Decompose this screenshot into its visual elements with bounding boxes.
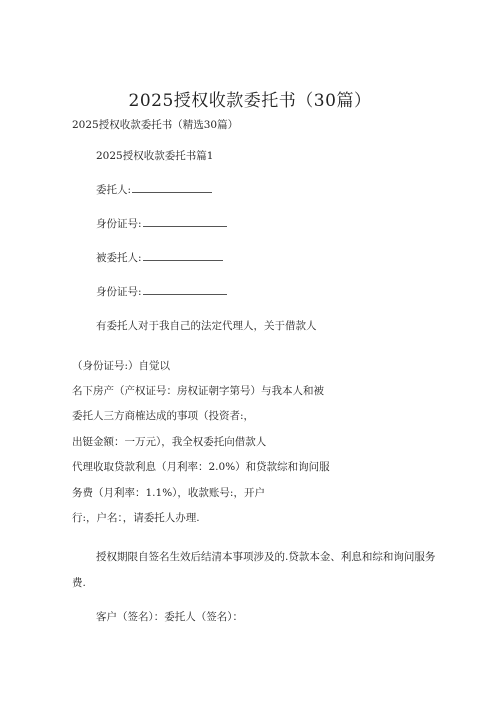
principal-field	[96, 182, 212, 197]
term-line-continued: 费.	[72, 577, 86, 589]
body-line: 代理收取贷款利息（月利率：2.0%）和贷款综和询问服	[72, 461, 330, 473]
principal-blank	[132, 182, 212, 193]
agent-field	[96, 250, 223, 265]
principal-label: 委托人:	[96, 184, 132, 196]
body-line: 行:，户名：，请委托人办理.	[72, 512, 200, 524]
signature-line: 客户（签名）：委托人（签名）：	[96, 611, 243, 623]
body-line: 有委托人对于我自己的法定代理人，关于借款人	[96, 320, 317, 332]
page-title: 2025授权收款委托书（30篇）	[128, 91, 372, 111]
body-line: 务费（月利率：1.1%），收款账号:，开户	[72, 487, 265, 499]
principal-id-blank	[143, 216, 227, 227]
document-subtitle: 2025授权收款委托书（精选30篇）	[72, 119, 239, 131]
agent-blank	[143, 250, 223, 261]
body-line: 出铤金额：一万元），我全权委托向借款人	[72, 436, 267, 448]
principal-id-label: 身份证号:	[96, 218, 142, 230]
body-line: 名下房产（产权证号：房权证朝字第号）与我本人和被	[72, 385, 324, 397]
term-line: 授权期限自签名生效后结清本事项涉及的.贷款本金、利息和综和询问服务	[96, 551, 436, 563]
agent-id-field	[96, 284, 227, 299]
agent-label: 被委托人:	[96, 252, 142, 264]
body-line: （身份证号:）自觉以	[72, 360, 171, 372]
section-heading: 2025授权收款委托书篇1	[96, 150, 214, 162]
principal-id-field	[96, 216, 227, 231]
agent-id-blank	[143, 284, 227, 295]
body-line: 委托人三方商榷达成的事项（投资者:，	[72, 410, 255, 422]
agent-id-label: 身份证号:	[96, 286, 142, 298]
